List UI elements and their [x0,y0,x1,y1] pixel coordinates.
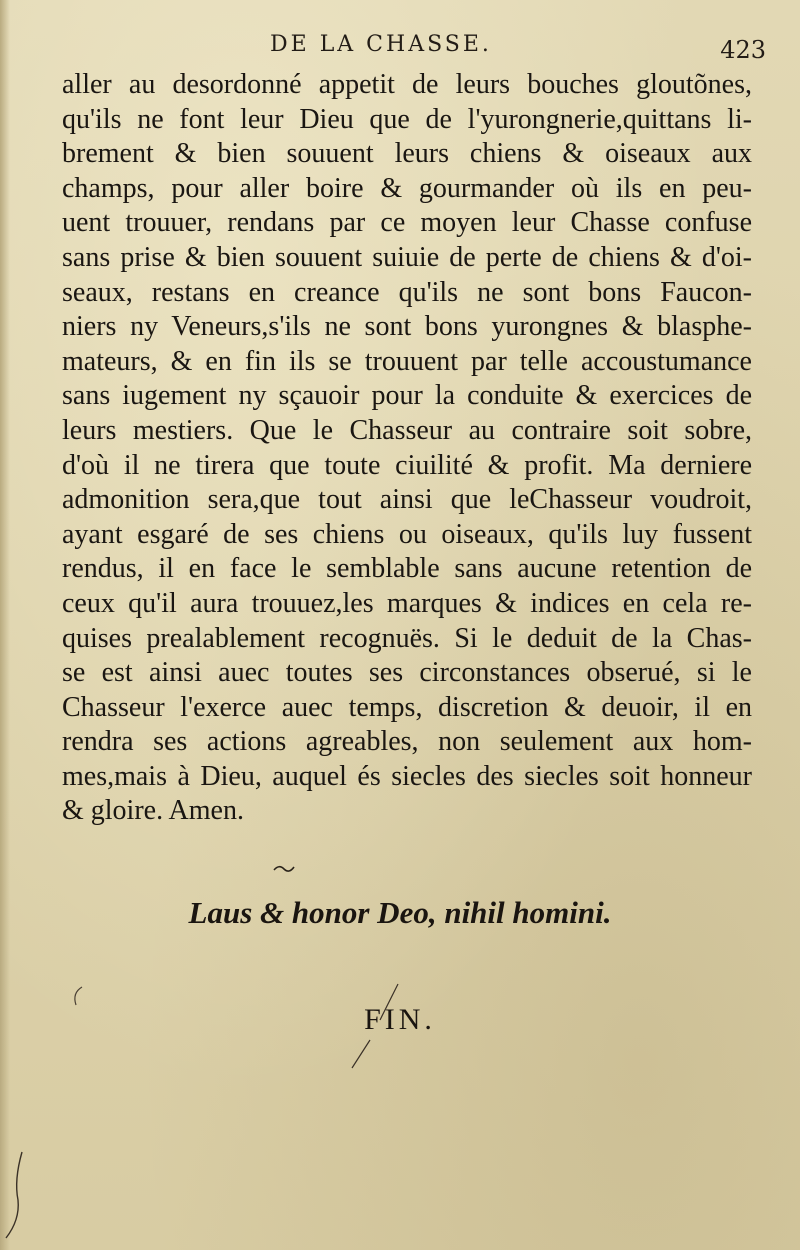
text-line: rendus, il en face le semblable sans aucune retention de [62,553,752,585]
closing-motto: Laus & honor Deo, nihil homini. [188,895,612,930]
text-line: & gloire. Amen. [62,795,244,827]
text-line: d'où il ne tirera que toute ciuilité & profit. Ma derniere [62,449,752,481]
tilde-ornament-icon [272,862,296,874]
finis-label: FIN. [364,1003,436,1036]
edge-stain-mark-icon [0,1150,30,1240]
text-line: mes,mais à Dieu, auquel és siecles des siecles soit honneur [62,760,752,792]
text-line: admonition sera,que tout ainsi que leChasseur voudroit, [62,484,752,516]
text-line: niers ny Veneurs,s'ils ne sont bons yurongnes & blasphe- [62,311,752,343]
text-line: se est ainsi auec toutes ses circonstances obserué, si le [62,657,752,689]
text-line: ceux qu'il aura trouuez,les marques & indices en cela re- [62,587,752,619]
text-line: qu'ils ne font leur Dieu que de l'yurongnerie,quittans li- [62,103,752,135]
ink-curl-mark-icon [70,985,86,1007]
text-line: uent trouuer, rendans par ce moyen leur Chasse confuse [62,207,752,239]
body-text [62,68,752,829]
page-left-edge-shadow [0,0,10,1250]
text-line: quises prealablement recognuës. Si le deduit de la Chas- [62,622,752,654]
text-line: ayant esgaré de ses chiens ou oiseaux, qu'ils luy fussent [62,518,752,550]
text-line: sans prise & bien souuent suiuie de perte de chiens & d'oi- [62,241,752,273]
text-line: seaux, restans en creance qu'ils ne sont bons Faucon- [62,276,752,308]
text-line: leurs mestiers. Que le Chasseur au contraire soit sobre, [62,414,752,446]
running-head: DE LA CHASSE. [270,32,492,57]
text-line: brement & bien souuent leurs chiens & oiseaux aux [62,138,752,170]
text-line: aller au desordonné appetit de leurs bouches gloutõnes, [62,69,752,100]
text-line: sans iugement ny sçauoir pour la conduite & exercices de [62,380,752,412]
page-number: 423 [720,36,766,64]
text-line: rendra ses actions agreables, non seulement aux hom- [62,726,752,758]
text-line: Chasseur l'exerce auec temps, discretion & deuoir, il en [62,691,752,723]
text-line: champs, pour aller boire & gourmander où ils en peu- [62,172,752,204]
text-line: mateurs, & en fin ils se trouuent par telle accoustumance [62,345,752,377]
page-header [0,30,800,66]
